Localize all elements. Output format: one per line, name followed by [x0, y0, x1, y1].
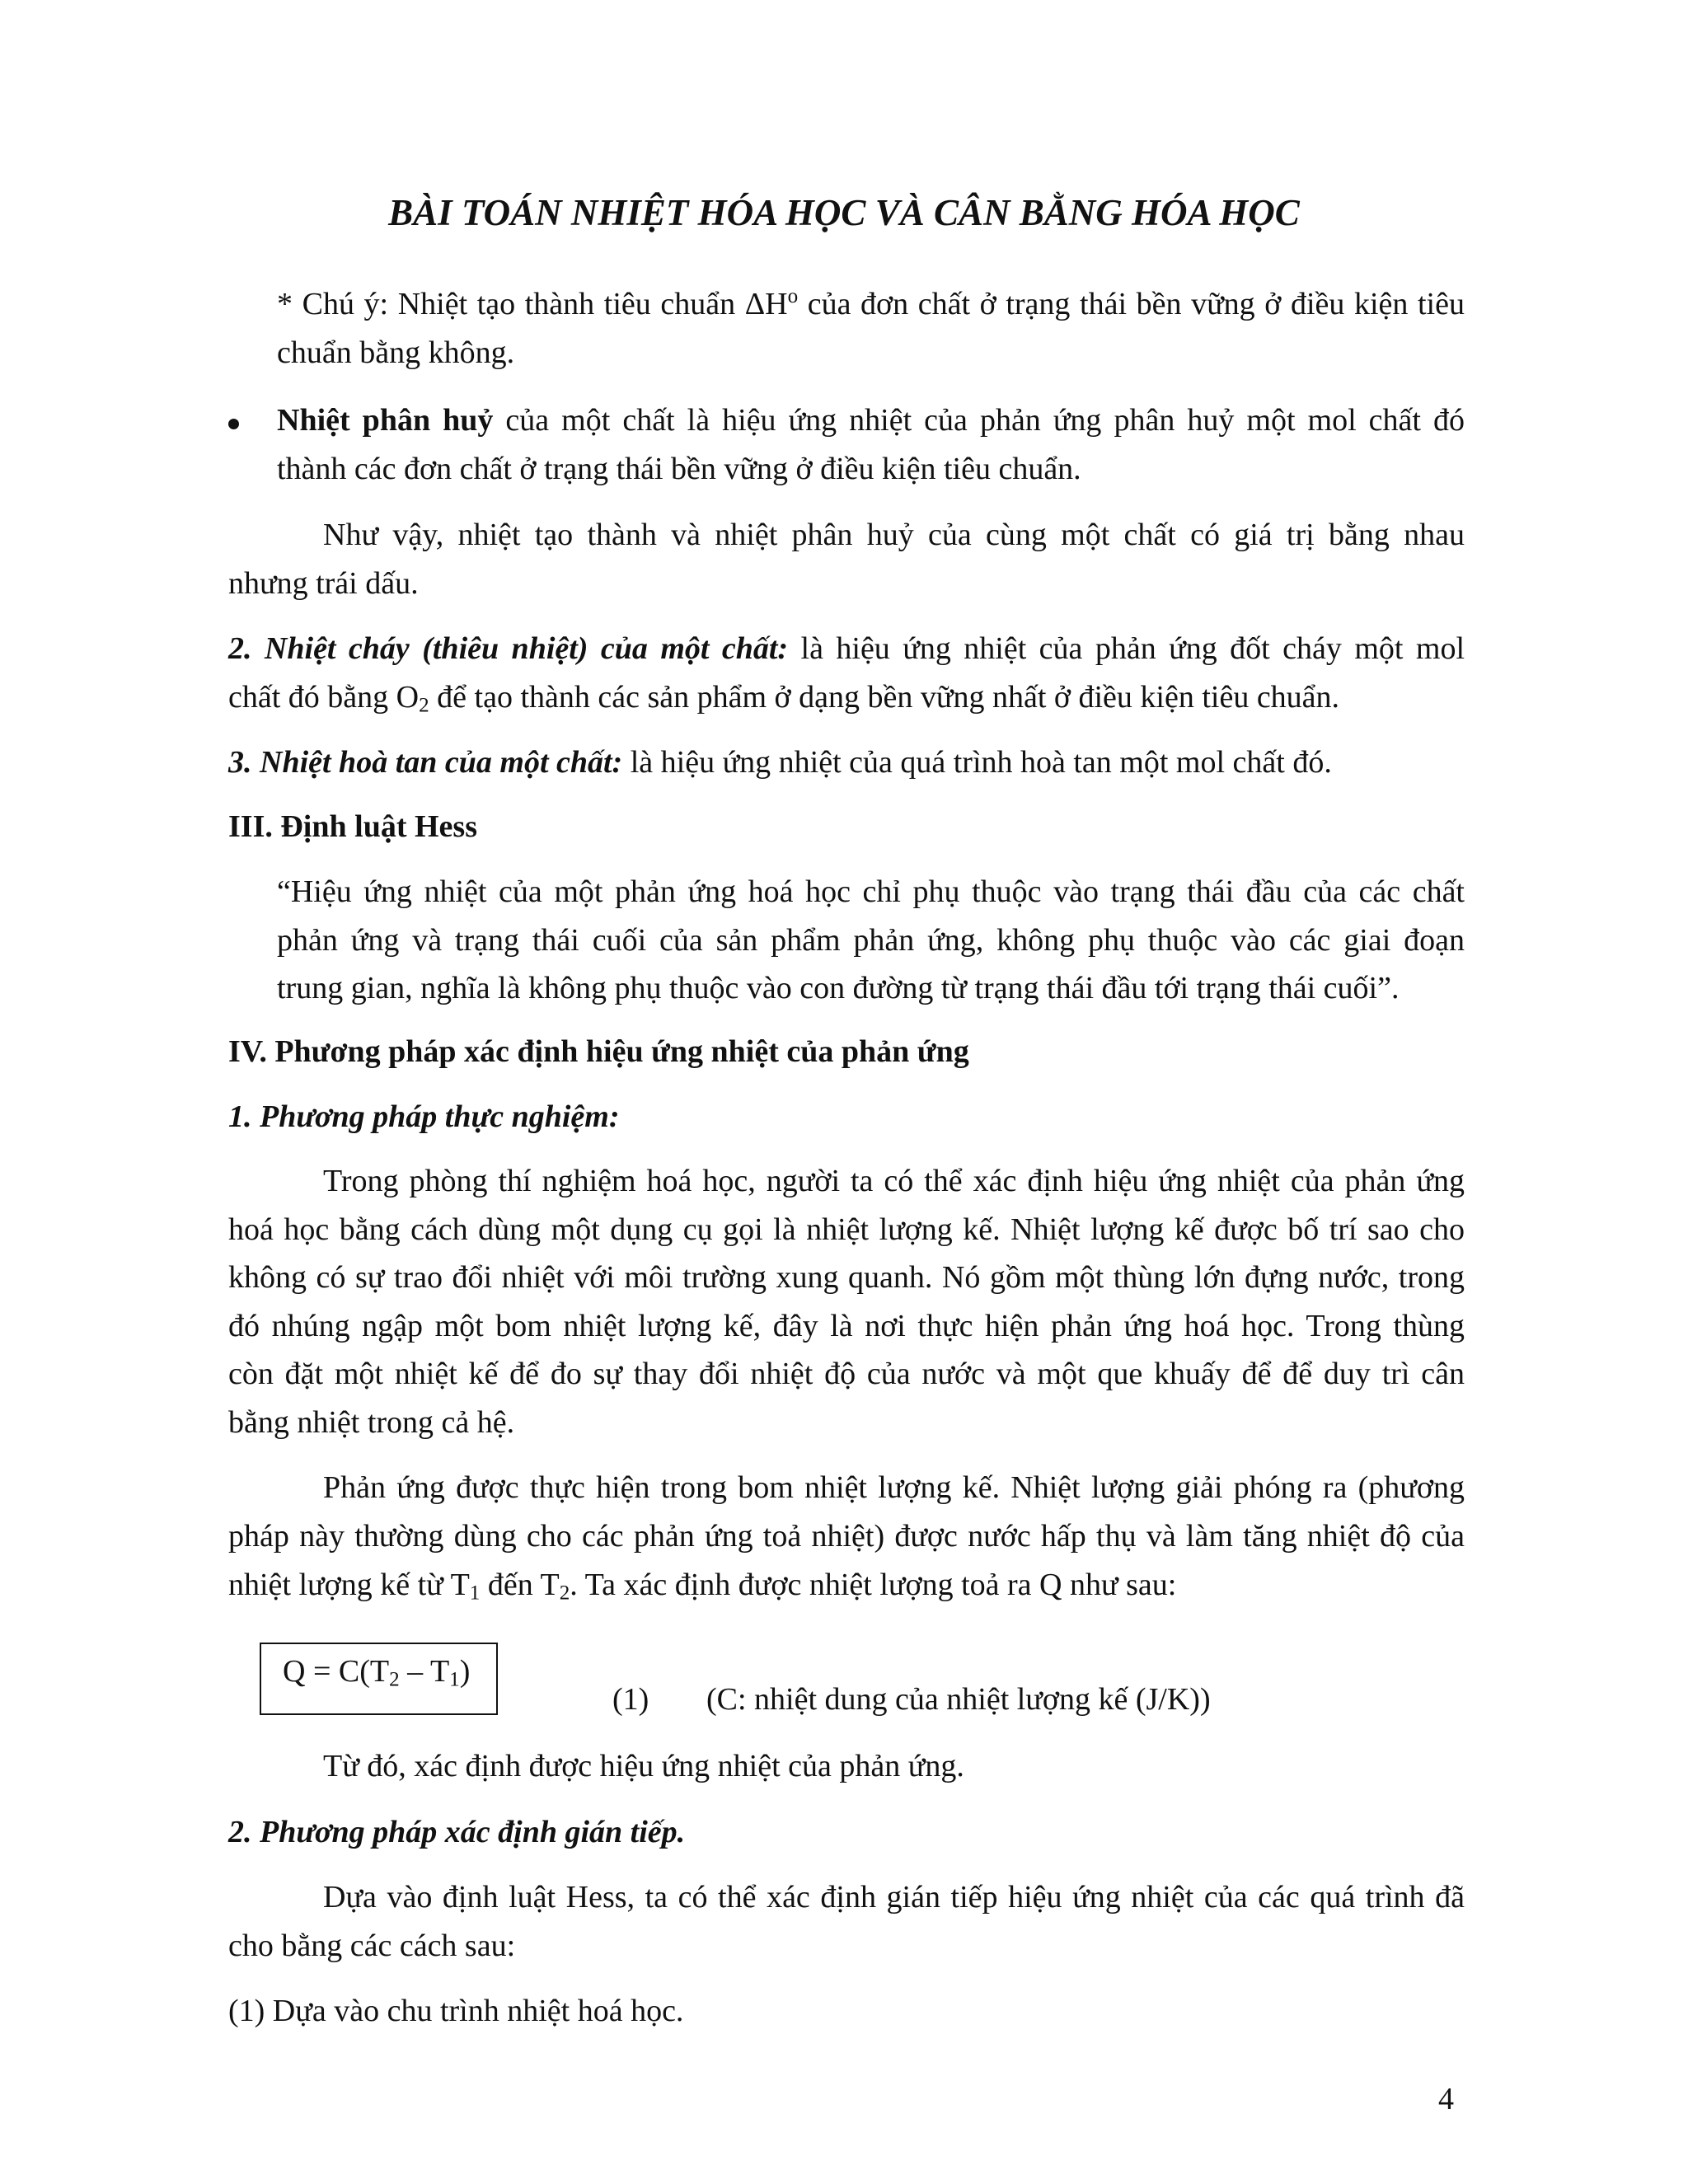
p3-line-1: Dựa vào định luật Hess, ta có thể xác định gián tiếp hiệu ứng nhiệt của các quá trình đã: [323, 1880, 1465, 1915]
p1-line-1: Trong phòng thí nghiệm hoá học, người ta có thể xác định hiệu ứng nhiệt của phản ứng: [323, 1164, 1465, 1198]
p3-line-2: cho bằng các cách sau:: [228, 1929, 516, 1963]
sub2-heading: 2. Phương pháp xác định gián tiếp.: [228, 1815, 686, 1849]
summary-line-1: Như vậy, nhiệt tạo thành và nhiệt phân huỷ của cùng một chất có giá trị bằng nhau: [323, 518, 1465, 552]
item3-line: 3. Nhiệt hoà tan của một chất: là hiệu ứng nhiệt của quá trình hoà tan một mol chất đó.: [228, 745, 1332, 780]
bullet-line-2: thành các đơn chất ở trạng thái bền vững ở điều kiện tiêu chuẩn.: [277, 452, 1081, 486]
summary-line-2: nhưng trái dấu.: [228, 566, 419, 601]
hess-quote-line-3: trung gian, nghĩa là không phụ thuộc vào con đường từ trạng thái đầu tới trạng thái cuối”.: [277, 971, 1400, 1005]
section-4-heading: IV. Phương pháp xác định hiệu ứng nhiệt của phản ứng: [228, 1034, 969, 1069]
sub1-heading: 1. Phương pháp thực nghiệm:: [228, 1099, 620, 1134]
p1-line-4: đó nhúng ngập một bom nhiệt lượng kế, đây là nơi thực hiện phản ứng hoá học. Trong thùng: [228, 1309, 1465, 1343]
note-line-1: * Chú ý: Nhiệt tạo thành tiêu chuẩn $\Delta H^o$ của đơn chất ở trạng thái bền vững ở điều kiện tiêu: [277, 285, 1465, 321]
p1-line-5: còn đặt một nhiệt kế để đo sự thay đổi nhiệt độ của nước và một que khuấy để để duy trì cân: [228, 1357, 1465, 1391]
p2-line-2: pháp này thường dùng cho các phản ứng toả nhiệt) được nước hấp thụ và làm tăng nhiệt độ của: [228, 1519, 1465, 1554]
item2-line-1: 2. Nhiệt cháy (thiêu nhiệt) của một chất: là hiệu ứng nhiệt của phản ứng đốt cháy một mol: [228, 631, 1465, 666]
formula-note: (C: nhiệt dung của nhiệt lượng kế (J/K)): [706, 1682, 1211, 1717]
p1-line-6: bằng nhiệt trong cả hệ.: [228, 1405, 515, 1440]
section-3-heading: III. Định luật Hess: [228, 809, 477, 844]
note-line-2: chuẩn bằng không.: [277, 335, 515, 370]
bullet-icon: [228, 419, 239, 429]
page-title: BÀI TOÁN NHIỆT HÓA HỌC VÀ CÂN BẰNG HÓA HỌC: [388, 192, 1300, 233]
bullet-line-1: Nhiệt phân huỷ của một chất là hiệu ứng nhiệt của phản ứng phân huỷ một mol chất đó: [277, 403, 1465, 438]
p2-line-3: nhiệt lượng kế từ $T_1$ đến $T_2$. Ta xác định được nhiệt lượng toả ra Q như sau:: [228, 1568, 1177, 1605]
hess-quote-line-1: “Hiệu ứng nhiệt của một phản ứng hoá học chỉ phụ thuộc vào trạng thái đầu của các chất: [277, 874, 1465, 909]
p1-line-3: không có sự trao đổi nhiệt với môi trường xung quanh. Nó gồm một thùng lớn đựng nước, trong: [228, 1260, 1465, 1295]
formula-number: (1): [612, 1682, 649, 1717]
hess-quote-line-2: phản ứng và trạng thái cuối của sản phẩm phản ứng, không phụ thuộc vào các giai đoạn: [277, 923, 1465, 958]
formula-text: $Q = C(T_2 - T_1)$: [283, 1654, 471, 1691]
page-number: 4: [1438, 2082, 1454, 2116]
p1-line-2: hoá học bằng cách dùng một dụng cụ gọi là nhiệt lượng kế. Nhiệt lượng kế được bố trí sao cho: [228, 1212, 1465, 1247]
item2-line-2: chất đó bằng $O_2$ để tạo thành các sản phẩm ở dạng bền vững nhất ở điều kiện tiêu chuẩn.: [228, 680, 1340, 717]
p2-line-1: Phản ứng được thực hiện trong bom nhiệt lượng kế. Nhiệt lượng giải phóng ra (phương: [323, 1470, 1465, 1505]
after-formula-line: Từ đó, xác định được hiệu ứng nhiệt của phản ứng.: [323, 1749, 964, 1783]
list-item-1: (1) Dựa vào chu trình nhiệt hoá học.: [228, 1994, 684, 2028]
